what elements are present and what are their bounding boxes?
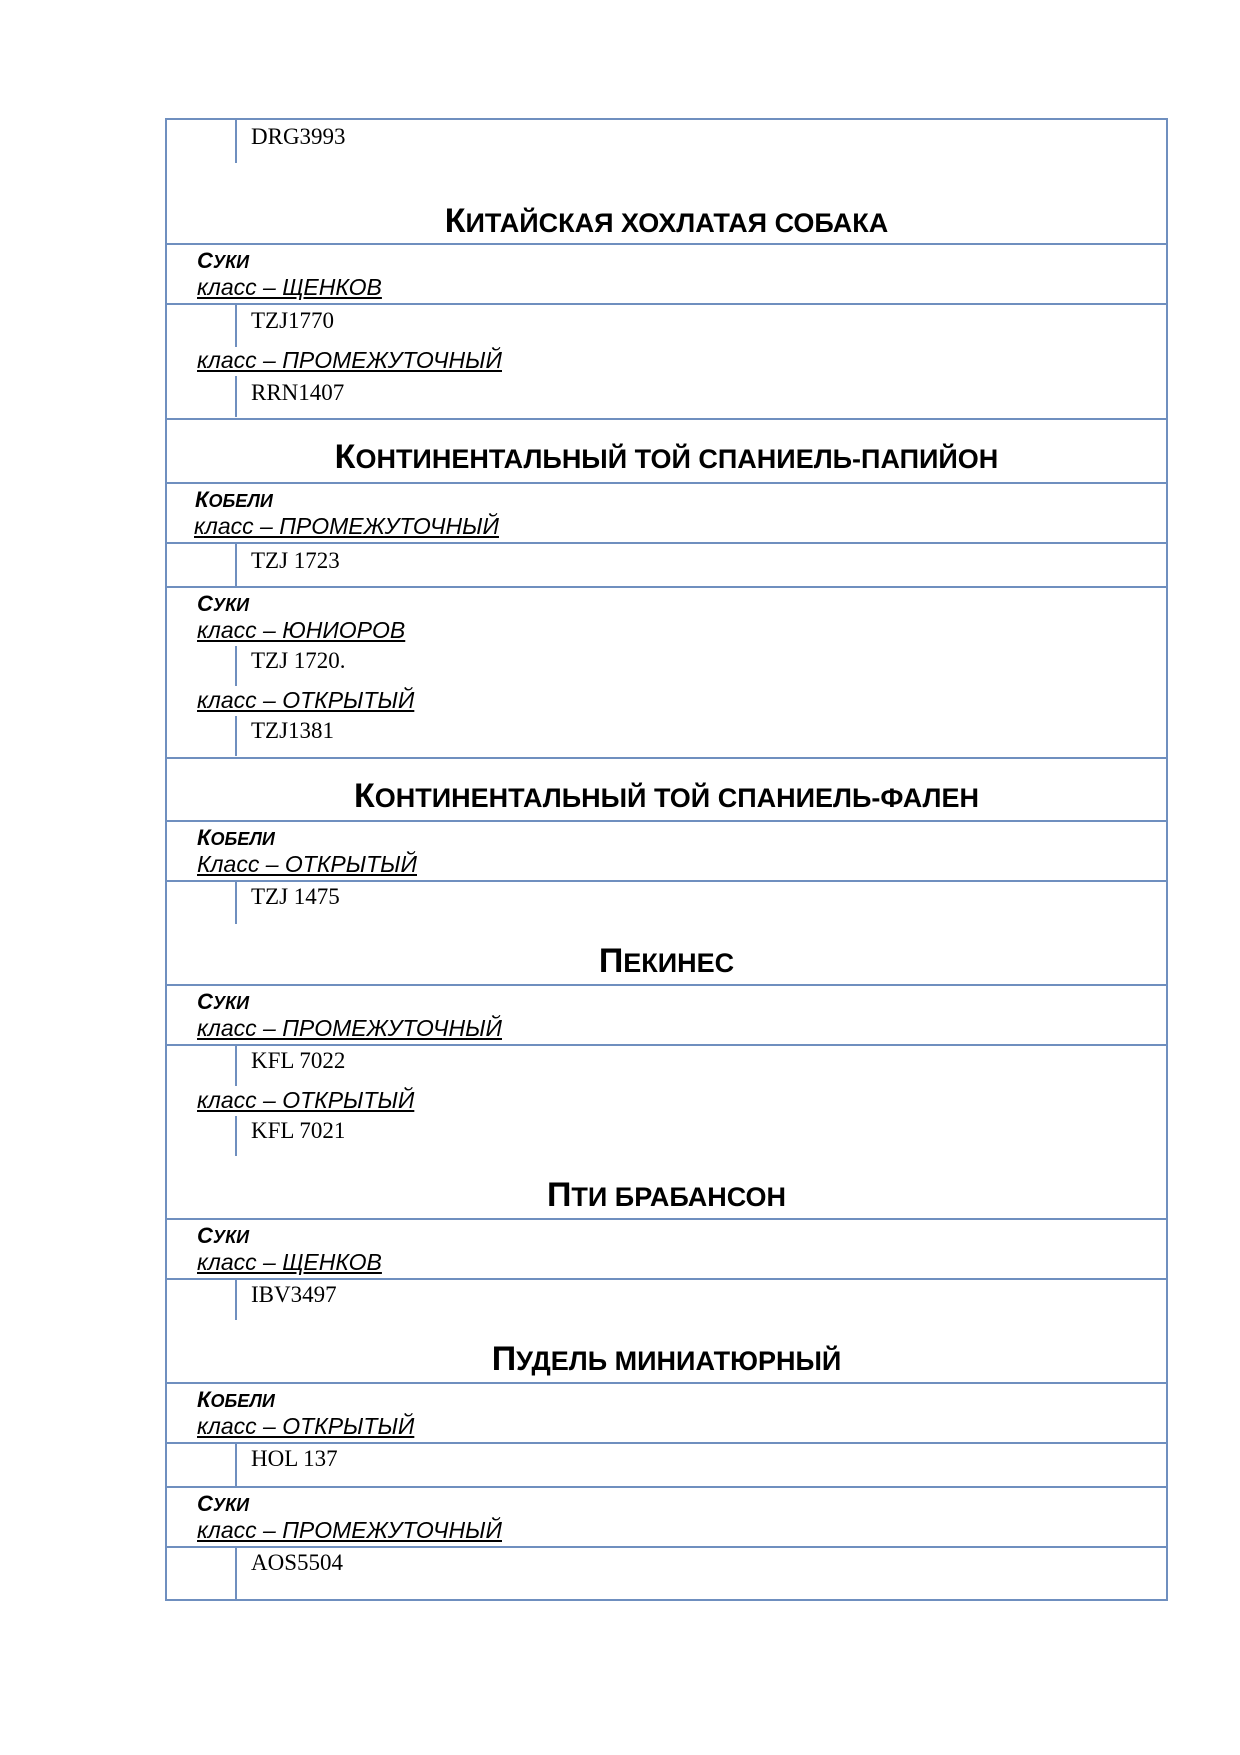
entry-number: TZJ1381 — [251, 718, 335, 743]
class-heading: класс – ПРОМЕЖУТОЧНЫЙ — [197, 347, 502, 373]
sex-heading: СУКИ — [197, 591, 250, 616]
sex-heading: СУКИ — [197, 1223, 250, 1248]
entry-number: KFL 7021 — [251, 1118, 346, 1143]
breed-title-chinese-crested: КИТАЙСКАЯ ХОХЛАТАЯ СОБАКА — [444, 202, 889, 240]
indent-line — [235, 1046, 237, 1086]
breed-title-petit-brabancon: ПТИ БРАБАНСОН — [546, 1176, 787, 1214]
entry-number: AOS5504 — [251, 1550, 344, 1575]
class-heading: класс – ПРОМЕЖУТОЧНЫЙ — [197, 1517, 502, 1543]
sex-heading: СУКИ — [197, 1491, 250, 1516]
row-divider — [167, 482, 1166, 484]
indent-line — [235, 120, 237, 163]
indent-line — [235, 646, 237, 686]
entry-number: RRN1407 — [251, 380, 345, 405]
row-divider — [167, 984, 1166, 986]
indent-line — [235, 1548, 237, 1599]
row-divider — [167, 303, 1166, 305]
row-divider — [167, 757, 1166, 759]
sex-heading: СУКИ — [197, 989, 250, 1014]
sex-heading: КОБЕЛИ — [195, 487, 273, 512]
breed-title-phalene: КОНТИНЕНТАЛЬНЫЙ ТОЙ СПАНИЕЛЬ-ФАЛЕН — [353, 777, 980, 815]
indent-line — [235, 376, 237, 417]
sex-heading: СУКИ — [197, 248, 250, 273]
row-divider — [167, 1044, 1166, 1046]
sex-heading: КОБЕЛИ — [197, 1387, 275, 1412]
row-divider — [167, 243, 1166, 245]
breed-title-pekingese: ПЕКИНЕС — [598, 942, 735, 980]
class-heading: класс – ЩЕНКОВ — [197, 1249, 382, 1275]
class-heading: класс – ОТКРЫТЫЙ — [197, 687, 415, 713]
class-heading: класс – ПРОМЕЖУТОЧНЫЙ — [197, 1015, 502, 1041]
class-heading: класс – ОТКРЫТЫЙ — [197, 1413, 415, 1439]
entry-number: TZJ 1720. — [251, 648, 346, 673]
indent-line — [235, 1444, 237, 1486]
indent-line — [235, 1116, 237, 1156]
row-divider — [167, 1278, 1166, 1280]
row-divider — [167, 1546, 1166, 1548]
entry-number: HOL 137 — [251, 1446, 338, 1471]
class-heading: класс – ПРОМЕЖУТОЧНЫЙ — [194, 513, 499, 539]
sex-heading: КОБЕЛИ — [197, 825, 275, 850]
row-divider — [167, 820, 1166, 822]
indent-line — [235, 544, 237, 586]
row-divider — [167, 1218, 1166, 1220]
row-divider — [167, 1442, 1166, 1444]
class-heading: класс – ОТКРЫТЫЙ — [197, 1087, 415, 1113]
row-divider — [167, 542, 1166, 544]
indent-line — [235, 305, 237, 347]
row-divider — [167, 418, 1166, 420]
entry-number: TZJ 1723 — [251, 548, 340, 573]
row-divider — [167, 1486, 1166, 1488]
entry-number: DRG3993 — [251, 124, 346, 149]
class-heading: Класс – ОТКРЫТЫЙ — [197, 851, 417, 877]
entry-number: IBV3497 — [251, 1282, 337, 1307]
indent-line — [235, 1280, 237, 1320]
row-divider — [167, 1382, 1166, 1384]
row-divider — [167, 880, 1166, 882]
entry-number: TZJ 1475 — [251, 884, 340, 909]
indent-line — [235, 716, 237, 756]
class-heading: класс – ЮНИОРОВ — [197, 617, 406, 643]
breed-title-papillon: КОНТИНЕНТАЛЬНЫЙ ТОЙ СПАНИЕЛЬ-ПАПИЙОН — [334, 438, 999, 476]
class-heading: класс – ЩЕНКОВ — [197, 274, 382, 300]
breed-title-miniature-poodle: ПУДЕЛЬ МИНИАТЮРНЫЙ — [491, 1340, 842, 1378]
indent-line — [235, 882, 237, 924]
row-divider — [167, 586, 1166, 588]
catalog-table — [165, 118, 1168, 1601]
entry-number: KFL 7022 — [251, 1048, 346, 1073]
entry-number: TZJ1770 — [251, 308, 335, 333]
